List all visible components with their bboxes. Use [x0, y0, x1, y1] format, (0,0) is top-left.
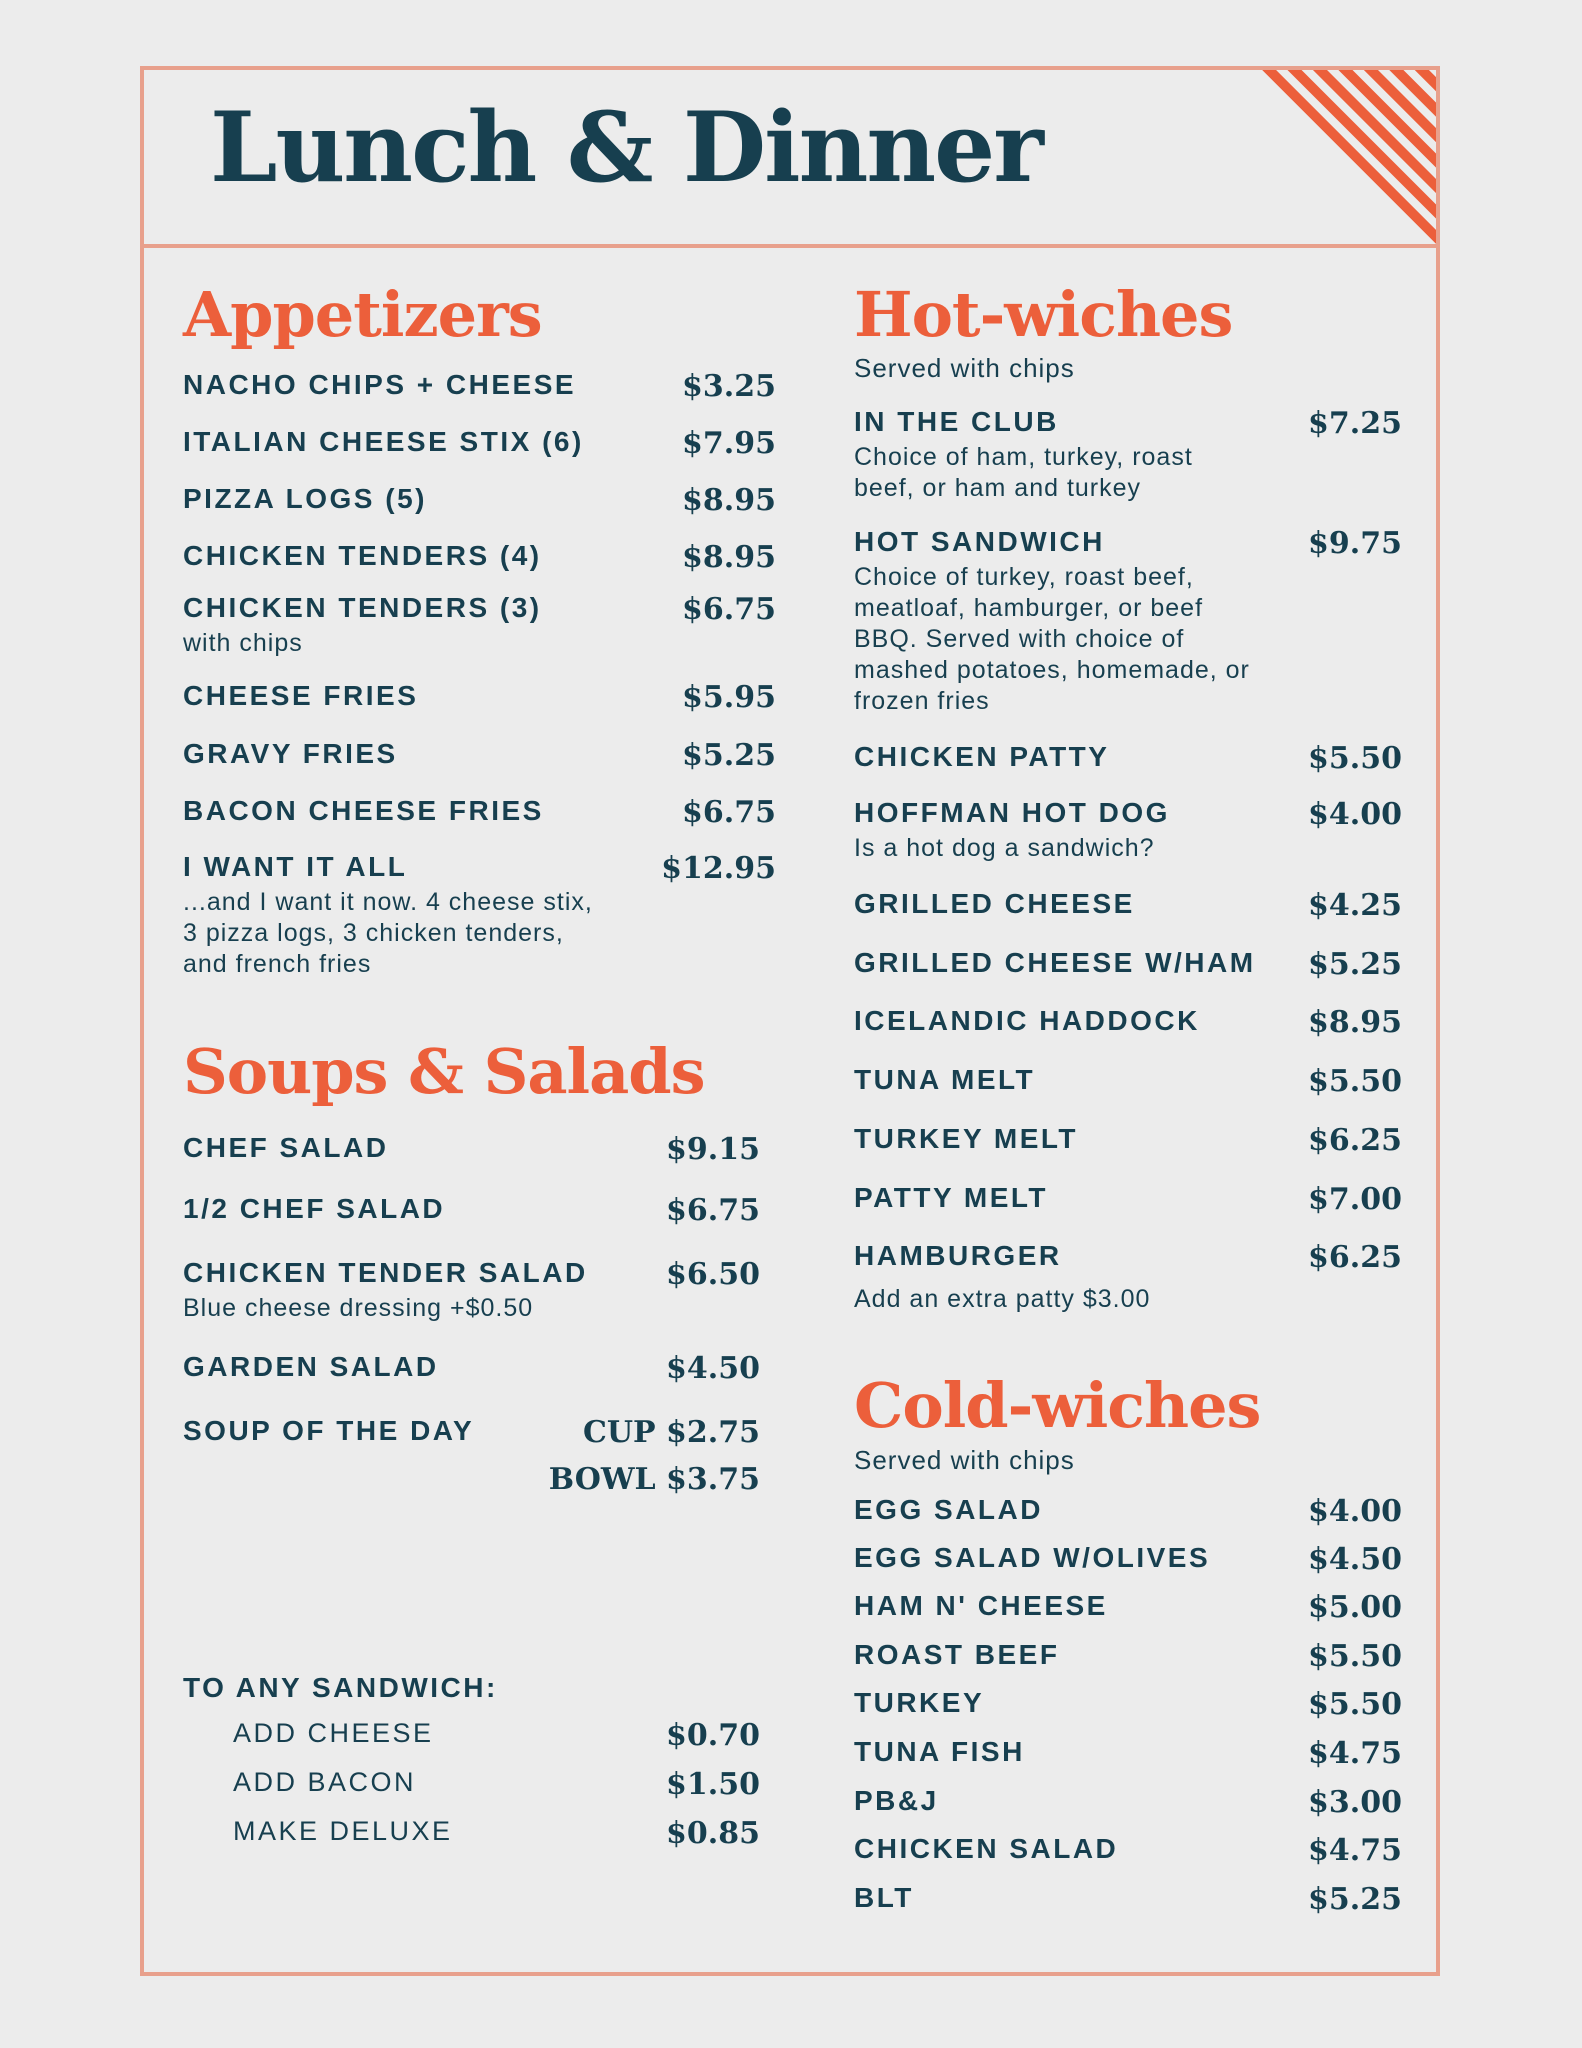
item-price: $4.75: [1308, 1833, 1402, 1868]
addon-item: [233, 1816, 760, 1851]
item-price: $6.75: [682, 795, 776, 830]
item-price: $5.95: [682, 680, 776, 715]
item-name: TURKEY: [854, 1687, 985, 1718]
menu-item: [183, 1351, 760, 1386]
item-price: $3.25: [682, 369, 776, 404]
item-name: GRILLED CHEESE W/HAM: [854, 947, 1256, 978]
header-divider: [140, 244, 1440, 248]
item-name: SOUP OF THE DAY: [183, 1415, 475, 1446]
menu-item: [854, 1182, 1402, 1217]
coldwiches-title: Cold-wiches: [854, 1369, 1261, 1442]
item-description: Blue cheese dressing +$0.50: [183, 1293, 534, 1322]
item-price: $0.85: [666, 1816, 760, 1851]
hotwiches-note: Served with chips: [854, 353, 1075, 383]
item-price: $6.75: [666, 1193, 760, 1228]
menu-item: [854, 1882, 1402, 1917]
item-name: PB&J: [854, 1785, 939, 1816]
menu-item: [183, 1193, 760, 1228]
menu-item: [183, 483, 776, 518]
item-price: $3.00: [1308, 1785, 1402, 1820]
item-name: EGG SALAD: [854, 1494, 1043, 1525]
item-name: GRAVY FRIES: [183, 738, 398, 769]
page-title: Lunch & Dinner: [210, 91, 1042, 204]
menu-item: [183, 795, 776, 830]
item-price: $9.15: [666, 1132, 760, 1167]
item-description: Choice of turkey, roast beef, meatloaf, hamburger, or beef BBQ. Served with choice of mashed potatoes, homemade, or frozen fries: [854, 562, 1250, 715]
item-name: MAKE DELUXE: [233, 1816, 453, 1846]
item-name: HAM N' CHEESE: [854, 1590, 1108, 1621]
menu-item: [183, 426, 776, 461]
menu-item: [854, 1241, 1402, 1315]
menu-item: [183, 593, 776, 659]
menu-item: [854, 1494, 1402, 1529]
item-name: CHICKEN TENDER SALAD: [183, 1257, 588, 1288]
menu-item: [854, 1005, 1402, 1040]
item-price: $6.25: [1308, 1240, 1402, 1275]
item-name: GRILLED CHEESE: [854, 888, 1135, 919]
item-price: $12.95: [661, 851, 776, 886]
item-price: $5.00: [1308, 1590, 1402, 1625]
item-name: BACON CHEESE FRIES: [183, 795, 544, 826]
item-name: TURKEY MELT: [854, 1123, 1079, 1154]
item-description: Choice of ham, turkey, roast beef, or ham and turkey: [854, 442, 1193, 502]
item-price: $7.25: [1308, 406, 1402, 441]
menu-item: [854, 1064, 1402, 1099]
menu-item: [854, 1639, 1402, 1674]
item-description: ...and I want it now. 4 cheese stix, 3 pizza logs, 3 chicken tenders, and french fries: [183, 887, 593, 978]
item-name: CHICKEN TENDERS (4): [183, 540, 542, 571]
menu-item: [183, 852, 776, 980]
menu-item: [183, 1258, 760, 1324]
item-price: $5.50: [1308, 1639, 1402, 1674]
item-name: ICELANDIC HADDOCK: [854, 1005, 1200, 1036]
item-price: $8.95: [682, 540, 776, 575]
item-price: $5.25: [1308, 1882, 1402, 1917]
item-price: $6.50: [666, 1257, 760, 1292]
menu-item: [854, 947, 1402, 982]
item-name: PIZZA LOGS (5): [183, 483, 427, 514]
item-name: HOT SANDWICH: [854, 526, 1105, 557]
item-name: PATTY MELT: [854, 1182, 1049, 1213]
item-name: ITALIAN CHEESE STIX (6): [183, 426, 584, 457]
item-name: CHEESE FRIES: [183, 680, 419, 711]
item-name: TUNA MELT: [854, 1064, 1036, 1095]
menu-item: [854, 888, 1402, 923]
item-description: Add an extra patty $3.00: [854, 1284, 1151, 1313]
item-price: $6.75: [682, 592, 776, 627]
item-price: $8.95: [1308, 1005, 1402, 1040]
item-name: 1/2 CHEF SALAD: [183, 1193, 446, 1224]
item-name: CHICKEN SALAD: [854, 1833, 1119, 1864]
item-price: $6.25: [1308, 1123, 1402, 1158]
bowl-price: BOWL $3.75: [548, 1462, 760, 1497]
item-name: CHEF SALAD: [183, 1132, 389, 1163]
menu-item: [183, 369, 776, 404]
item-name: CHICKEN PATTY: [854, 741, 1110, 772]
menu-item: [854, 741, 1402, 776]
cup-price: CUP $2.75: [583, 1415, 760, 1450]
coldwiches-note: Served with chips: [854, 1445, 1075, 1475]
menu-item: [183, 738, 776, 773]
item-price: $5.25: [1308, 947, 1402, 982]
menu-item: [183, 1416, 760, 1506]
addons-heading: TO ANY SANDWICH:: [183, 1672, 498, 1703]
item-price: $5.50: [1308, 741, 1402, 776]
menu-item: [854, 1785, 1402, 1820]
item-price: $9.75: [1308, 526, 1402, 561]
item-price: $4.00: [1308, 797, 1402, 832]
menu-item: [183, 1132, 760, 1167]
menu-item: [854, 1590, 1402, 1625]
hotwiches-title: Hot-wiches: [854, 278, 1233, 351]
item-name: EGG SALAD W/OLIVES: [854, 1542, 1211, 1573]
menu-item: [854, 527, 1402, 717]
item-price: $8.95: [682, 483, 776, 518]
item-price: $7.00: [1308, 1182, 1402, 1217]
item-price: $5.50: [1308, 1687, 1402, 1722]
item-price: $4.75: [1308, 1736, 1402, 1771]
item-name: ADD CHEESE: [233, 1718, 434, 1748]
item-price: $5.25: [682, 738, 776, 773]
appetizers-title: Appetizers: [183, 278, 542, 351]
menu-item: [854, 1687, 1402, 1722]
item-price: $4.50: [666, 1351, 760, 1386]
menu-item: [854, 1736, 1402, 1771]
item-name: BLT: [854, 1882, 914, 1913]
item-price: $5.50: [1308, 1064, 1402, 1099]
item-name: I WANT IT ALL: [183, 851, 408, 882]
item-price: $4.50: [1308, 1542, 1402, 1577]
menu-item: [854, 798, 1402, 864]
corner-stripes-decoration: [1262, 70, 1436, 244]
item-name: CHICKEN TENDERS (3): [183, 592, 542, 623]
item-price: $7.95: [682, 426, 776, 461]
menu-item: [854, 407, 1402, 504]
item-description: Is a hot dog a sandwich?: [854, 833, 1155, 862]
item-name: ADD BACON: [233, 1767, 417, 1797]
menu-item: [854, 1542, 1402, 1577]
item-name: HAMBURGER: [854, 1240, 1062, 1271]
addon-item: [233, 1767, 760, 1802]
item-name: IN THE CLUB: [854, 406, 1059, 437]
item-name: HOFFMAN HOT DOG: [854, 797, 1170, 828]
item-price: $4.00: [1308, 1494, 1402, 1529]
item-price: $0.70: [666, 1718, 760, 1753]
item-name: NACHO CHIPS + CHEESE: [183, 369, 577, 400]
menu-item: [183, 680, 776, 715]
item-price: $4.25: [1308, 888, 1402, 923]
item-description: with chips: [183, 628, 303, 657]
item-name: ROAST BEEF: [854, 1639, 1060, 1670]
item-name: TUNA FISH: [854, 1736, 1025, 1767]
addon-item: [233, 1718, 760, 1753]
menu-item: [183, 540, 776, 575]
item-price: $1.50: [666, 1767, 760, 1802]
soups-salads-title: Soups & Salads: [183, 1035, 705, 1108]
item-name: GARDEN SALAD: [183, 1351, 439, 1382]
menu-item: [854, 1123, 1402, 1158]
menu-item: [854, 1833, 1402, 1868]
